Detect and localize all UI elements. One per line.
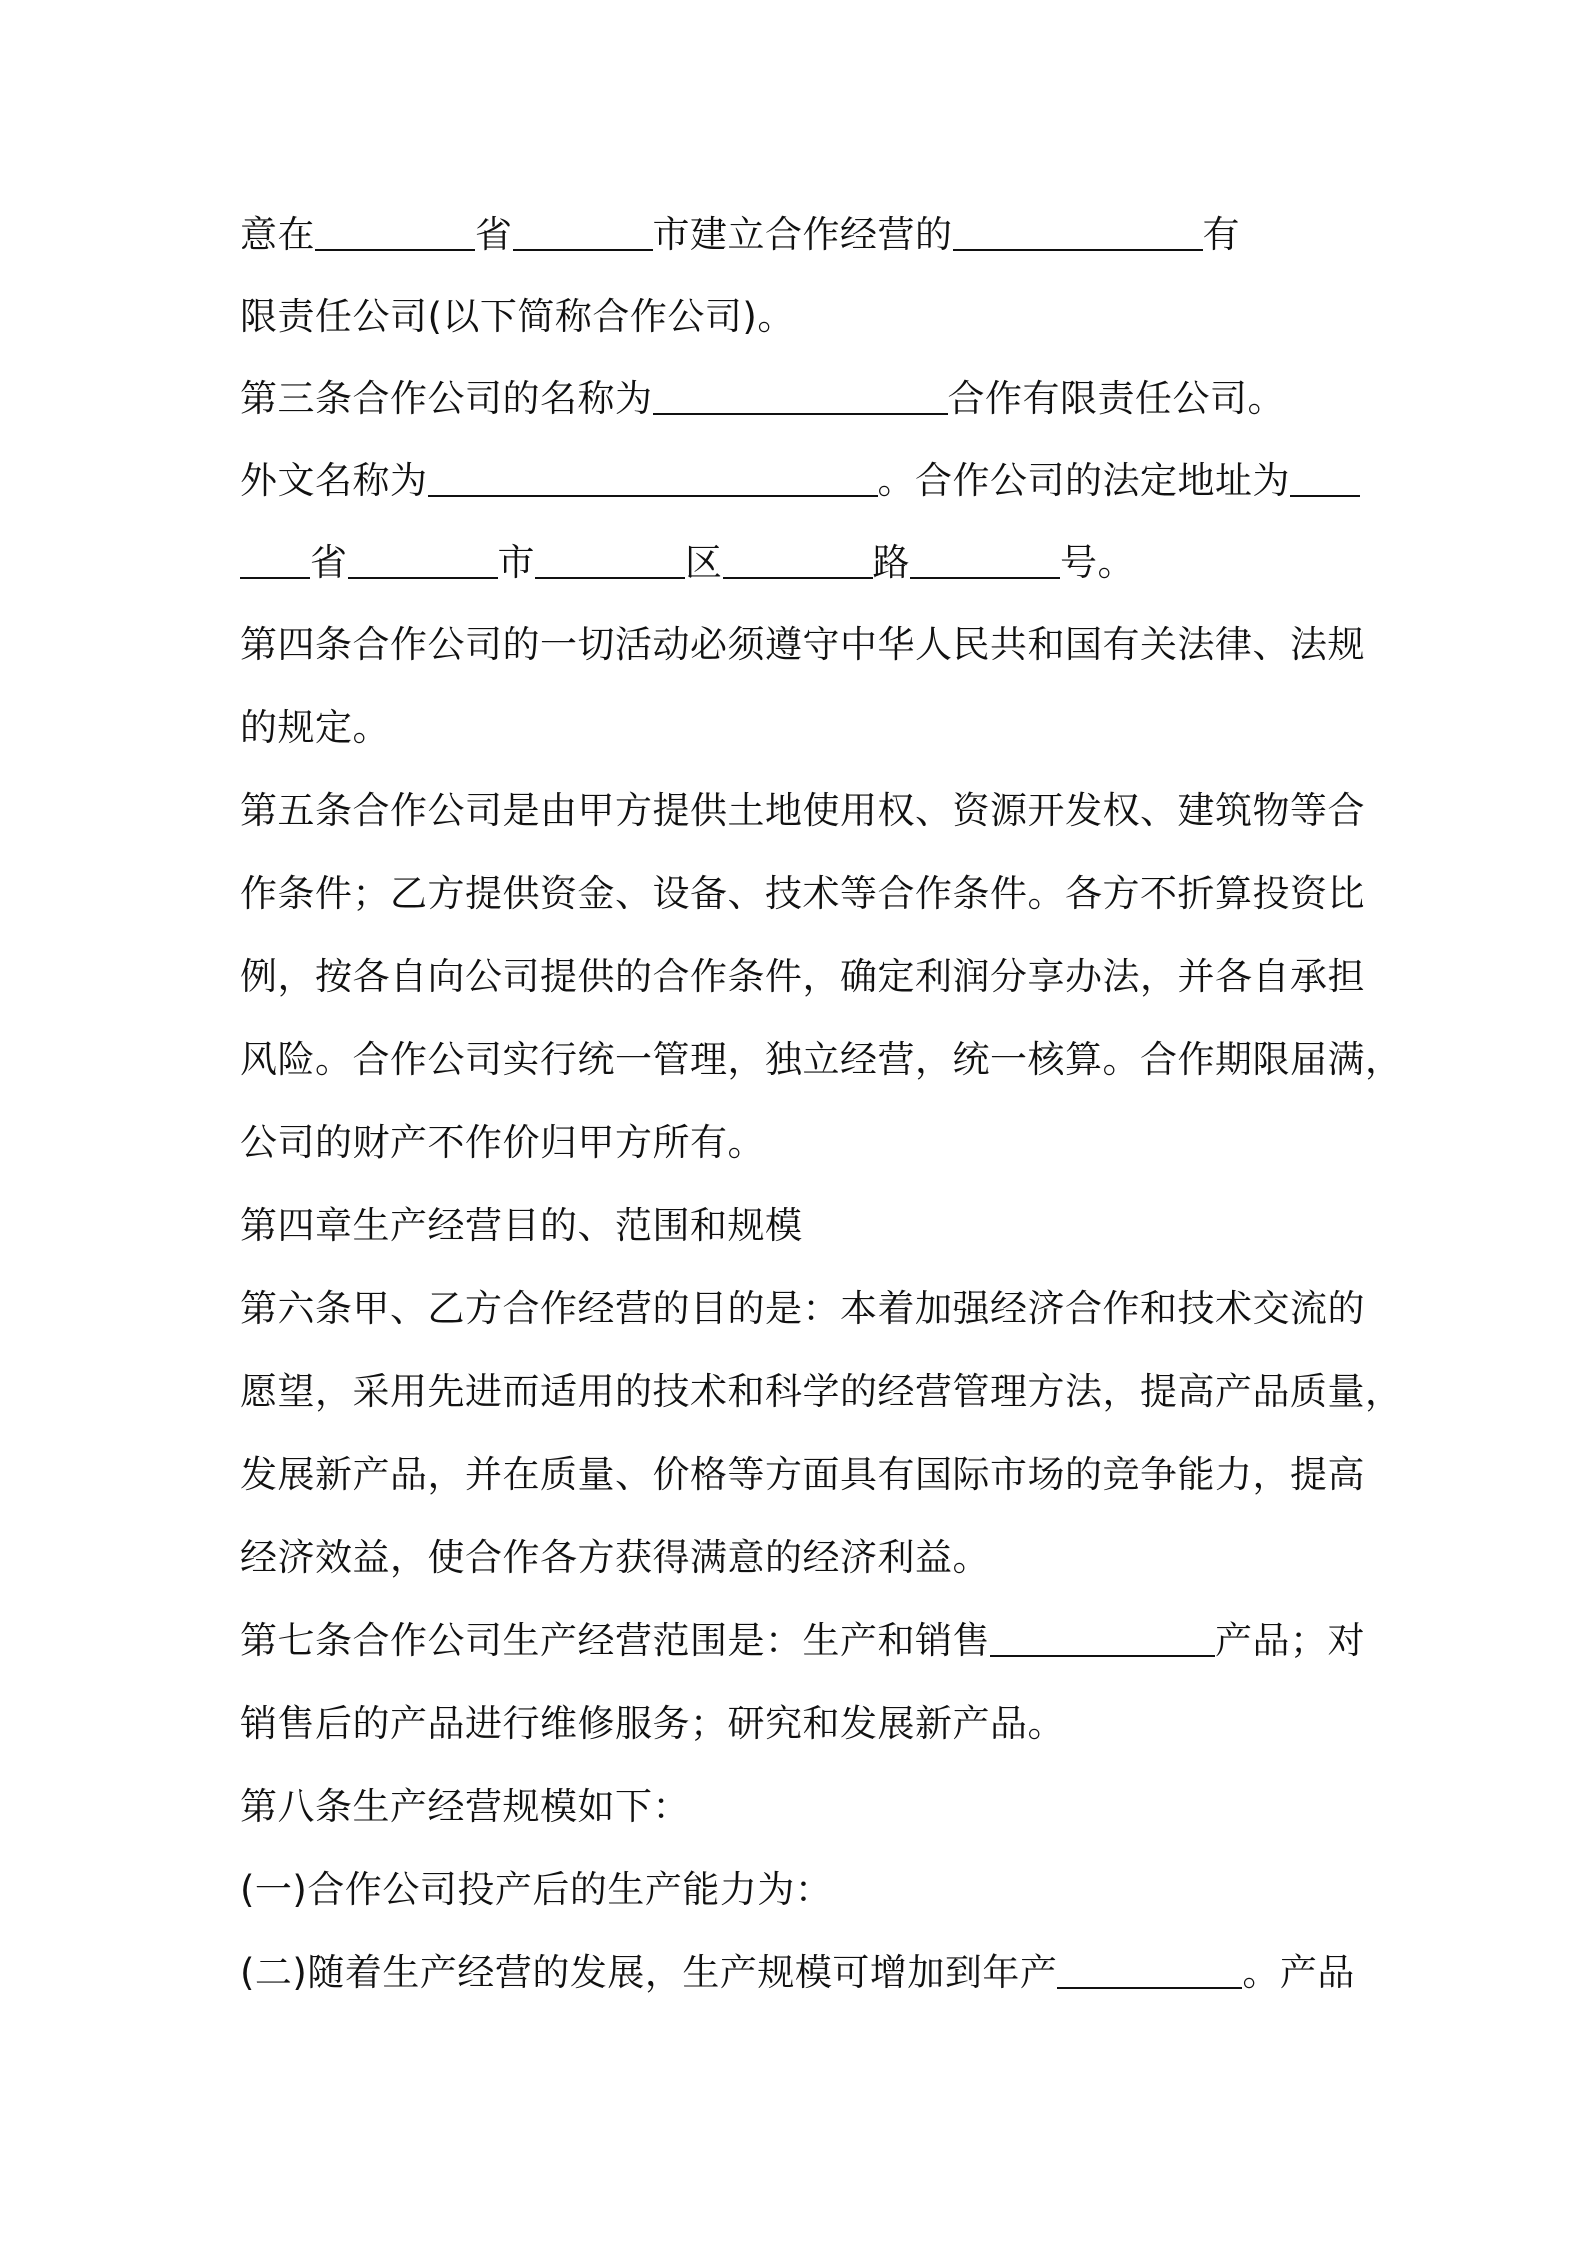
fill-blank <box>315 213 475 251</box>
paragraph-line: 经济效益，使合作各方获得满意的经济利益。 <box>240 1536 990 1579</box>
fill-blank <box>348 541 498 579</box>
paragraph-line: 作条件；乙方提供资金、设备、技术等合作条件。各方不折算投资比 <box>240 872 1365 915</box>
paragraph-line: (二)随着生产经营的发展，生产规模可增加到年产 。产品 <box>240 1951 1355 1994</box>
paragraph-line: (一)合作公司投产后的生产能力为： <box>240 1868 833 1911</box>
fill-blank <box>1057 1951 1242 1989</box>
paragraph-line: 的规定。 <box>240 706 390 749</box>
paragraph-line: 第四条合作公司的一切活动必须遵守中华人民共和国有关法律、法规 <box>240 623 1365 666</box>
fill-blank <box>990 1619 1215 1657</box>
paragraph-line: 例，按各自向公司提供的合作条件，确定利润分享办法，并各自承担 <box>240 955 1365 998</box>
fill-blank <box>535 541 685 579</box>
paragraph-line: 外文名称为 。合作公司的法定地址为 <box>240 456 1350 506</box>
paragraph-line: 发展新产品，并在质量、价格等方面具有国际市场的竞争能力，提高 <box>240 1453 1365 1496</box>
paragraph-line: 第三条合作公司的名称为 合作有限责任公司。 <box>240 377 1285 420</box>
fill-blank <box>240 541 310 579</box>
paragraph-line: 第八条生产经营规模如下： <box>240 1785 690 1828</box>
paragraph-line: 限责任公司(以下简称合作公司)。 <box>240 295 795 338</box>
paragraph-line: 第五条合作公司是由甲方提供土地使用权、资源开发权、建筑物等合 <box>240 789 1365 832</box>
fill-blank <box>428 459 878 497</box>
fill-blank <box>653 377 948 415</box>
fill-blank <box>953 213 1203 251</box>
paragraph-line: 风险。合作公司实行统一管理，独立经营，统一核算。合作期限届满， <box>240 1038 1403 1081</box>
paragraph-line: 省 市 区 路 号。 <box>240 538 1350 588</box>
paragraph-line: 第六条甲、乙方合作经营的目的是：本着加强经济合作和技术交流的 <box>240 1287 1365 1330</box>
chapter-heading: 第四章生产经营目的、范围和规模 <box>240 1204 803 1247</box>
fill-blank <box>910 541 1060 579</box>
fill-blank <box>513 213 653 251</box>
paragraph-line: 第七条合作公司生产经营范围是：生产和销售 产品；对 <box>240 1619 1365 1662</box>
fill-blank <box>723 541 873 579</box>
paragraph-line: 意在 省 市建立合作经营的 有 <box>240 213 1240 256</box>
paragraph-line: 公司的财产不作价归甲方所有。 <box>240 1121 765 1164</box>
paragraph-line: 销售后的产品进行维修服务；研究和发展新产品。 <box>240 1702 1065 1745</box>
fill-blank <box>1290 459 1360 497</box>
paragraph-line: 愿望，采用先进而适用的技术和科学的经营管理方法，提高产品质量， <box>240 1370 1403 1413</box>
